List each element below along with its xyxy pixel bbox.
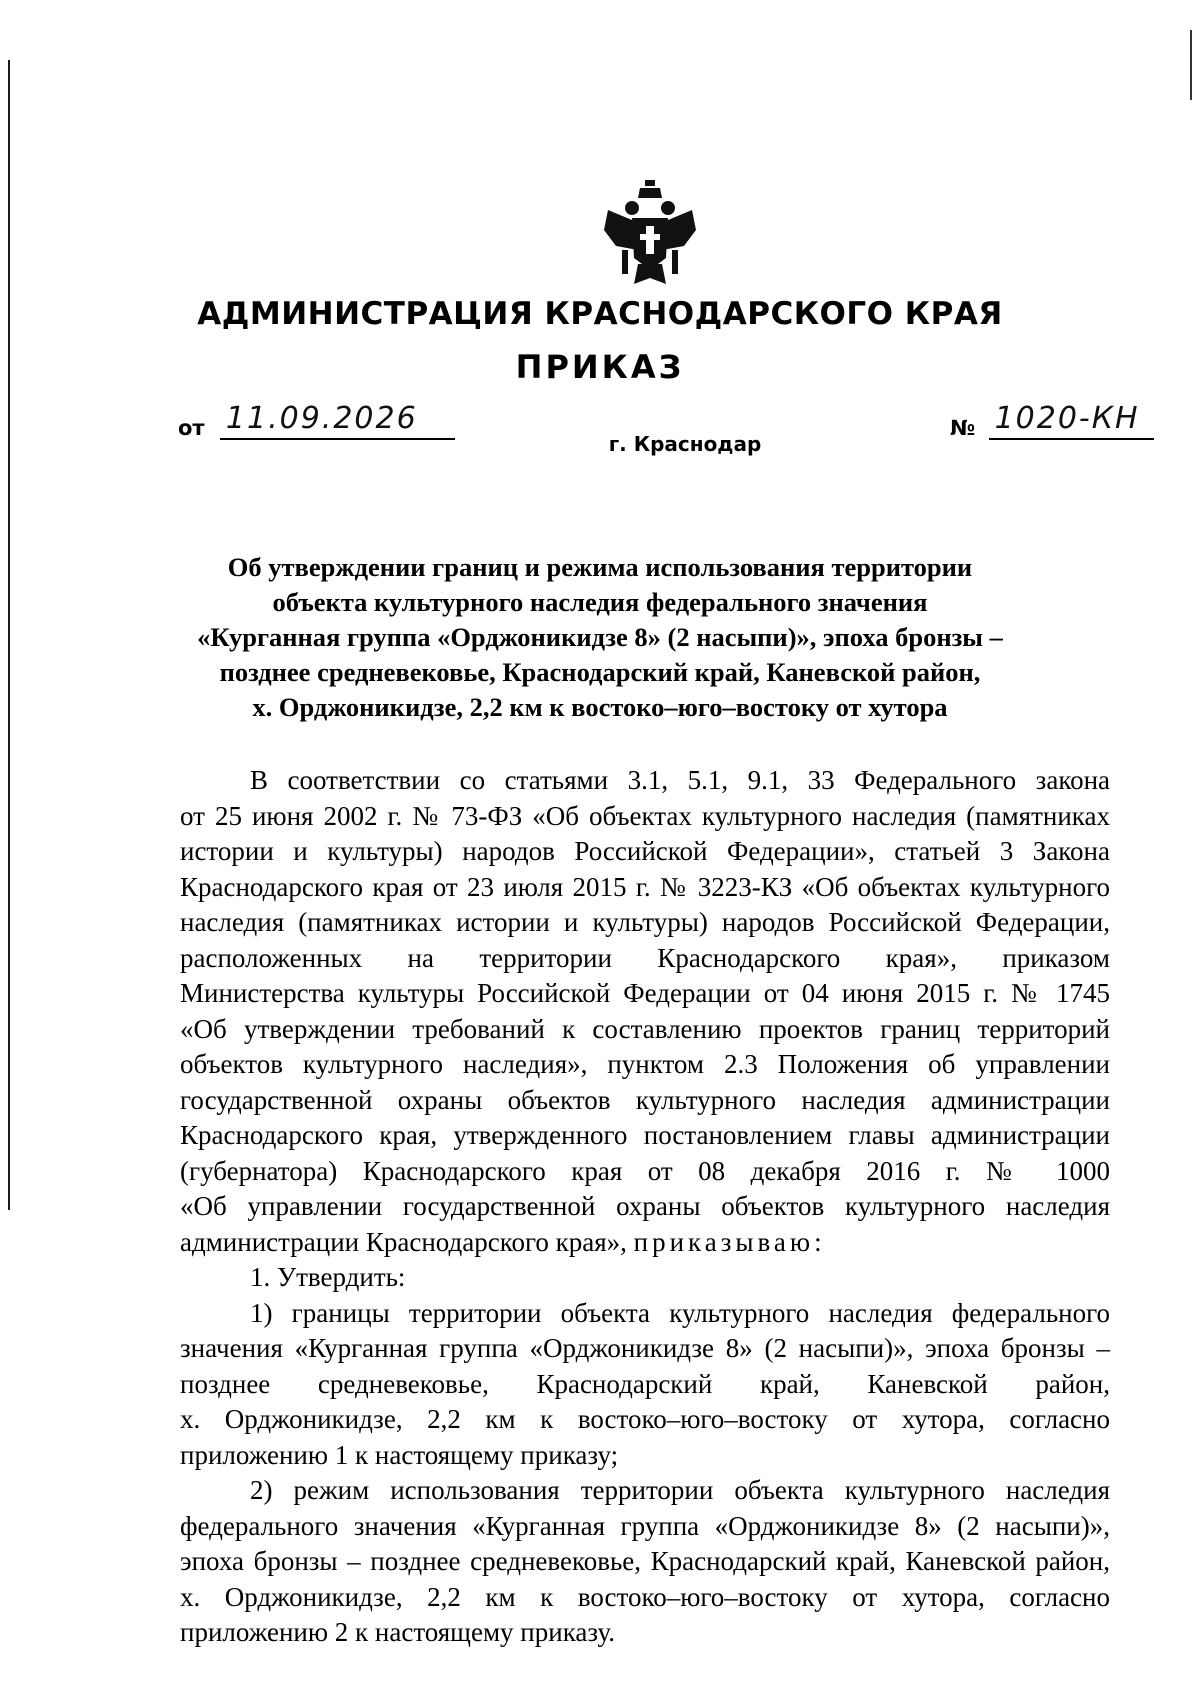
preamble-line: истории и культуры) народов Российской Федерации», статьей 3 Закона xyxy=(180,836,1110,866)
subitem-2-line: 2) режим использования территории объекта культурного наследия xyxy=(250,1475,1110,1505)
scan-edge-line xyxy=(8,60,10,1210)
number-field xyxy=(989,401,1154,440)
subitem-2-line: федерального значения «Курганная группа «Орджоникидзе 8» (2 насыпи)», xyxy=(180,1510,1110,1541)
preamble-line: государственной охраны объектов культурного наследия администрации xyxy=(180,1084,1110,1115)
preamble-line: объектов культурного наследия», пунктом 2.3 Положения об управлении xyxy=(180,1049,1110,1079)
document-body xyxy=(180,763,1110,1651)
preamble-tail: администрации Краснодарского края», xyxy=(180,1226,627,1257)
preamble-line: Краснодарского края от 23 июля 2015 г. № 3223-КЗ «Об объектах культурного xyxy=(180,871,1110,902)
document-subject xyxy=(150,550,1050,725)
number-prefix: № xyxy=(950,416,976,440)
coat-of-arms-emblem xyxy=(602,180,698,288)
subitem-1-line: позднее средневековье, Краснодарский край, Каневской район, xyxy=(180,1368,1110,1399)
preamble-line: Министерства культуры Российской Федерации от 04 июня 2015 г. № 1745 xyxy=(180,978,1110,1008)
preamble-line: «Об утверждении требований к составлению проектов границ территорий xyxy=(180,1013,1110,1044)
subitem-2-last-line: приложению 2 к настоящему приказу. xyxy=(180,1617,616,1647)
number-block xyxy=(950,401,1154,440)
subitem-1-line: х. Орджоникидзе, 2,2 км к востоко–юго–востоку от хутора, согласно xyxy=(180,1404,1110,1434)
preamble-line: от 25 июня 2002 г. № 73-ФЗ «Об объектах культурного наследия (памятниках xyxy=(180,800,1110,831)
subitem-1-line: значения «Курганная группа «Орджоникидзе 8» (2 насыпи)», эпоха бронзы – xyxy=(180,1333,1110,1363)
subitem-1-line: 1) границы территории объекта культурного наследия федерального xyxy=(250,1297,1110,1328)
subject-line: объекта культурного наследия федерального значения xyxy=(272,587,928,617)
organization-title: АДМИНИСТРАЦИЯ КРАСНОДАРСКОГО КРАЯ xyxy=(197,296,1003,332)
subject-line: позднее средневековье, Краснодарский край, Каневской район, xyxy=(219,657,981,687)
subitem-2-line: эпоха бронзы – позднее средневековье, Краснодарский край, Каневской район, xyxy=(180,1546,1110,1576)
preamble-line: В соответствии со статьями 3.1, 5.1, 9.1, 33 Федерального закона xyxy=(250,765,1110,795)
preamble-last-line xyxy=(180,1225,1110,1261)
preamble-line: Краснодарского края, утвержденного постановлением главы администрации xyxy=(180,1120,1110,1150)
city-label: г. Краснодар xyxy=(608,432,762,456)
subject-line: х. Орджоникидзе, 2,2 км к востоко–юго–востоку от хутора xyxy=(252,692,948,722)
subject-line: Об утверждении границ и режима использования территории xyxy=(227,552,973,582)
preamble-line: наследия (памятниках истории и культуры) народов Российской Федерации, xyxy=(180,907,1110,937)
document-type: ПРИКАЗ xyxy=(515,348,685,386)
handwritten-date: 11.09.2026 xyxy=(225,401,418,436)
date-prefix: от xyxy=(178,416,205,440)
subitem-2-line: х. Орджоникидзе, 2,2 км к востоко–юго–востоку от хутора, согласно xyxy=(180,1581,1110,1612)
preamble-line: расположенных на территории Краснодарского края», приказом xyxy=(180,942,1110,973)
preamble-line: «Об управлении государственной охраны объектов культурного наследия xyxy=(180,1191,1110,1221)
item-1: 1. Утвердить: xyxy=(250,1262,406,1292)
handwritten-number: 1020-КН xyxy=(994,401,1140,436)
scan-edge-mark xyxy=(1190,30,1192,100)
order-word: приказываю: xyxy=(633,1226,826,1257)
subject-line: «Курганная группа «Орджоникидзе 8» (2 насыпи)», эпоха бронзы – xyxy=(197,622,1003,652)
subitem-1-last-line: приложению 1 к настоящему приказу; xyxy=(180,1439,619,1470)
preamble-line: (губернатора) Краснодарского края от 08 декабря 2016 г. № 1000 xyxy=(180,1155,1110,1186)
